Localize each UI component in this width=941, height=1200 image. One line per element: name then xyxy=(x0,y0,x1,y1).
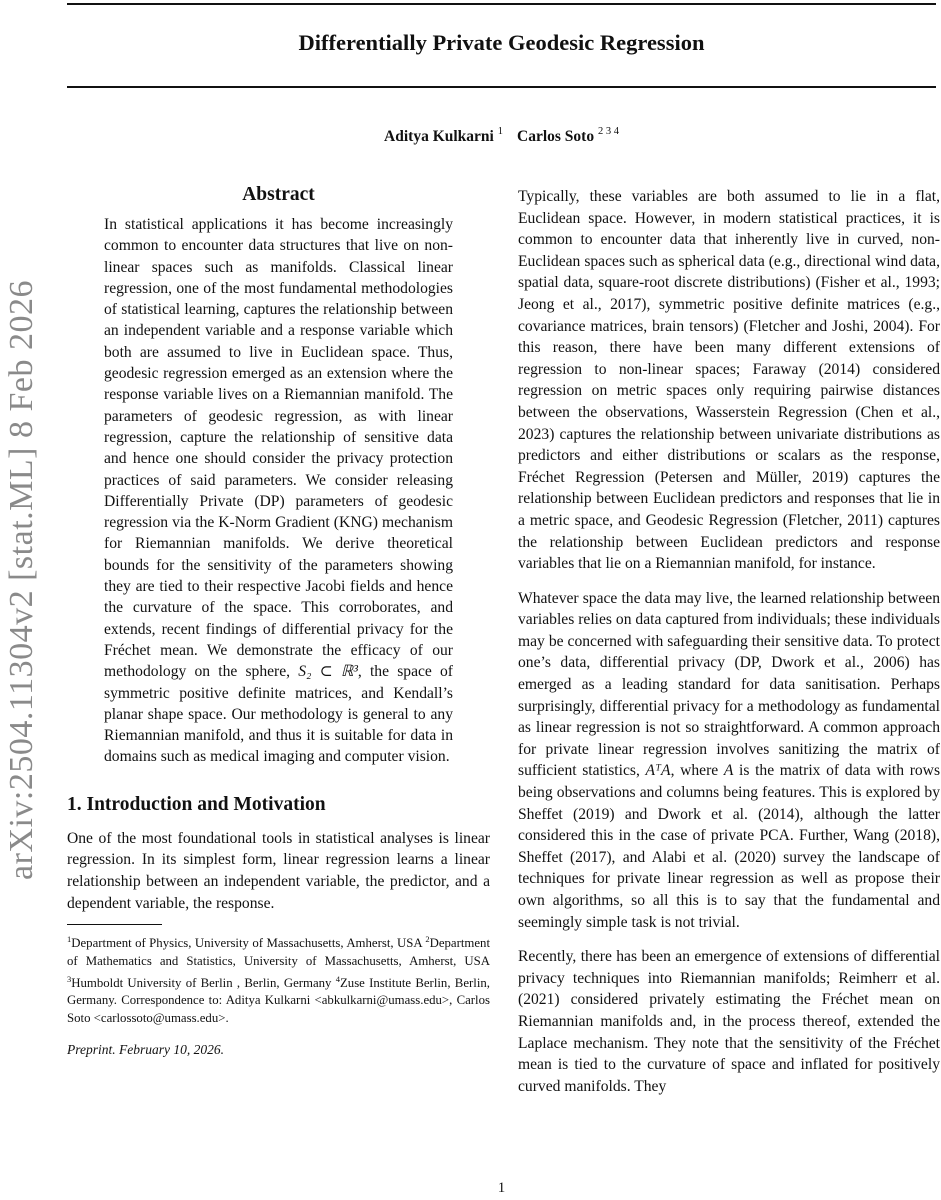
affiliation-footnote: $^1$Department of Physics, University of Massachusetts, Amherst, USA $^2$Department of Mathematics and Statistics, University of Massachusetts, Amherst, USA $^3$Humboldt University of Berlin , Berlin, Germany $^4$Zuse Institute Berlin, Berlin, Germany. Correspondence to: Aditya Kulkarni <abkulkarni@umass.edu>, Carlos Soto <carlossoto@umass.edu>. xyxy=(67,934,490,1026)
abstract-heading: Abstract xyxy=(242,184,315,205)
author-name: Carlos Soto xyxy=(517,128,595,145)
paper-title: Differentially Private Geodesic Regression xyxy=(298,30,705,55)
title-rule-top xyxy=(67,3,936,5)
author-affiliation-marks: 2 3 4 xyxy=(597,126,619,137)
author-list xyxy=(67,126,936,146)
arxiv-id: arXiv:2504.11304v2 [stat.ML] 8 Feb 2026 xyxy=(3,280,40,880)
preprint-note: Preprint. February 10, 2026. xyxy=(67,1042,224,1058)
body-paragraph: One of the most foundational tools in statistical analyses is linear regression. In its simplest form, linear regression learns a linear relationship between an independent variable, the predictor, and a dependent variable, the response. xyxy=(67,829,490,912)
body-paragraph: Recently, there has been an emergence of extensions of differential privacy techniques into Riemannian manifolds; Reimherr et al. (2021) considered privately estimating the Fréchet mean on Riemannian manifolds and, in the process thereof, extended the Laplace mechanism. They note that the sensitivity of the Fréchet mean is tied to the curvature of space and inflated for positively curved manifolds. They xyxy=(518,948,940,1095)
title-rule-bottom xyxy=(67,86,936,88)
page-number: 1 xyxy=(497,1180,506,1196)
left-column xyxy=(67,184,490,1058)
author-affiliation-marks: 1 xyxy=(497,126,503,137)
body-paragraph: Typically, these variables are both assumed to lie in a flat, Euclidean space. However, in modern statistical practices, it is common to encounter data that inherently live in curved, non-Euclidean spaces such as spherical data (e.g., directional wind data, spatial data, square-root discrete distributions) (Fisher et al., 1993; Jeong et al., 2017), symmetric positive definite matrices (e.g., covariance matrices, brain tensors) (Fletcher and Joshi, 2004). For this reason, there have been many different extensions of regression to non-linear spaces; Faraway (2014) considered regression on metric spaces only requiring pairwise distances between the observations, Wasserstein Regression (Chen et al., 2023) captures the relationship between univariate distributions as predictors and either distributions or scalars as the response, Fréchet Regression (Petersen and Müller, 2019) captures the relationship between Euclidean predictors and responses that lie in a metric space, and Geodesic Regression (Fletcher, 2011) captures the relationship between Euclidean predictors and response variables that lie on a Riemannian manifold, for instance. xyxy=(518,188,940,573)
math-ata: AᵀA xyxy=(645,762,671,780)
section-heading: 1. Introduction and Motivation xyxy=(67,793,326,815)
author-name: Aditya Kulkarni xyxy=(384,128,494,145)
math-sphere: S₂ ⊂ ℝ³ xyxy=(298,663,358,681)
abstract-text: In statistical applications it has become increasingly common to encounter data structures that live on non-linear spaces such as manifolds. Classical linear regression, one of the most fundamental methodologies of statistical learning, captures the relationship between an independent variable and a response variable which both are assumed to live in Euclidean space. Thus, geodesic regression emerged as an extension where the response variable lives on a Riemannian manifold. The parameters of geodesic regression, as with linear regression, capture the relationship of sensitive data and hence one should consider the privacy protection practices of said parameters. We consider releasing Differentially Private (DP) parameters of geodesic regression via the K-Norm Gradient (KNG) mechanism for Riemannian manifolds. We derive theoretical bounds for the sensitivity of the parameters showing they are tied to their respective Jacobi fields and hence the curvature of the space. This corroborates, and extends, recent findings of differential privacy for the Fréchet mean. We demonstrate the efficacy of our methodology on the sphere, S₂ ⊂ ℝ³, the space of symmetric positive definite matrices, and Kendall’s planar shape space. Our methodology is general to any Riemannian manifold, and thus it is suitable for data in domains such as medical imaging and computer vision. xyxy=(104,216,453,766)
math-a: A xyxy=(723,762,734,780)
arxiv-stamp xyxy=(0,0,44,1200)
right-column xyxy=(518,186,940,1110)
footnote-rule xyxy=(67,924,162,925)
body-paragraph: Whatever space the data may live, the learned relationship between variables relies on data captured from individuals; these individuals may be concerned with safeguarding their sensitive data. To protect one’s data, differential privacy (DP, Dwork et al., 2006) has emerged as a leading standard for data sanitisation. Perhaps surprisingly, differential privacy for a methodology as fundamental as linear regression is not so straightforward. A common approach for private linear regression involves sanitizing the matrix of sufficient statistics, AᵀA, where A is the matrix of data with rows being observations and columns being features. This is explored by Sheffet (2019) and Dwork et al. (2014), although the latter considered this in the case of private PCA. Further, Wang (2018), Sheffet (2017), and Alabi et al. (2020) survey the landscape of techniques for private linear regression as well as propose their own algorithms, so all this is to say that the fundamental and seemingly simple task is not trivial. xyxy=(518,589,941,931)
